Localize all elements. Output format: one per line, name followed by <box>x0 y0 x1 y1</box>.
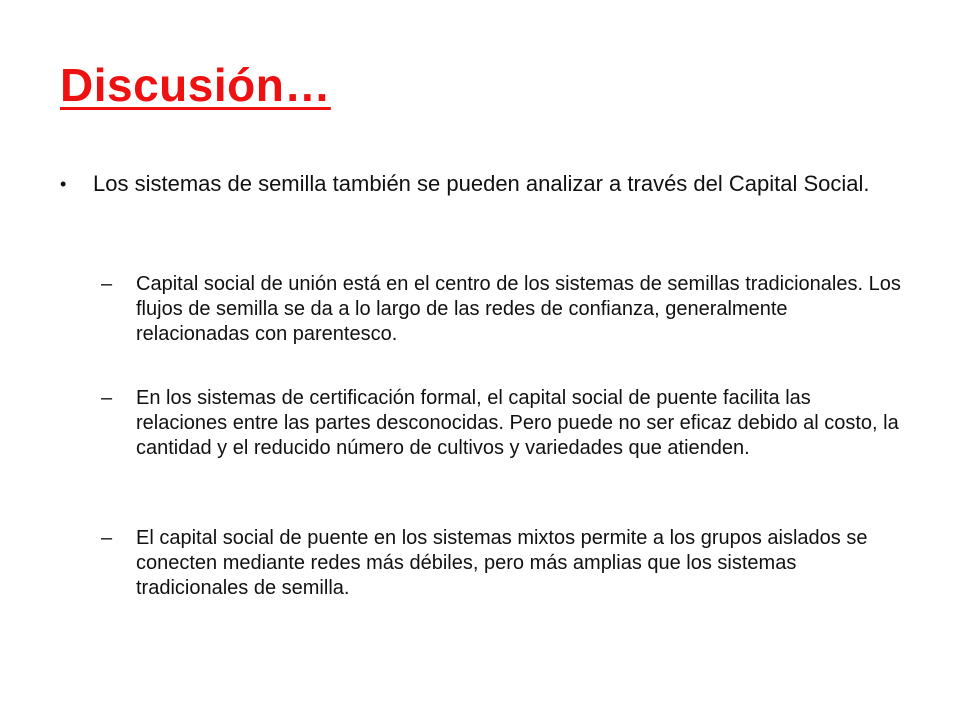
main-bullet <box>60 170 880 198</box>
slide-title: Discusión… <box>60 59 331 111</box>
bullet-marker: • <box>60 174 67 194</box>
sub-bullet-bonding-capital <box>101 272 901 347</box>
sub-bullet-text: Capital social de unión está en el centro de los sistemas de semillas tradicionales. Los flujos de semilla se da a lo largo de las redes de confianza, generalmente relacionadas con parentesco. <box>136 273 901 345</box>
sub-bullet-formal-certification <box>101 386 901 461</box>
main-bullet-text: Los sistemas de semilla también se pueden analizar a través del Capital Social. <box>93 171 870 196</box>
dash-marker: – <box>101 527 113 549</box>
dash-marker: – <box>101 387 113 409</box>
sub-bullet-mixed-systems <box>101 526 901 601</box>
sub-bullet-text: En los sistemas de certificación formal, el capital social de puente facilita las relaciones entre las partes desconocidas. Pero puede no ser eficaz debido al costo, la cantidad y el reducido número de cultivos y variedades que atienden. <box>136 387 899 459</box>
sub-bullet-text: El capital social de puente en los sistemas mixtos permite a los grupos aislados se conecten mediante redes más débiles, pero más amplias que los sistemas tradicionales de semilla. <box>136 527 868 599</box>
dash-marker: – <box>101 273 113 295</box>
